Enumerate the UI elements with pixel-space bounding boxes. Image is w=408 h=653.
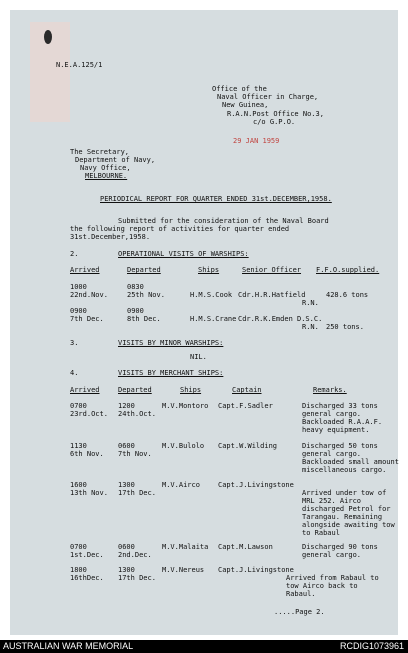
section-4-number: 4. [70, 369, 79, 377]
section-2-number: 2. [70, 250, 79, 258]
report-title: PERIODICAL REPORT FOR QUARTER ENDED 31st.DECEMBER,1958. [100, 195, 332, 203]
section-3-number: 3. [70, 339, 79, 347]
section-3-heading: VISITS BY MINOR WARSHIPS: [118, 339, 224, 347]
section-2-heading: OPERATIONAL VISITS OF WARSHIPS: [118, 250, 249, 258]
section-4-heading: VISITS BY MERCHANT SHIPS: [118, 369, 224, 377]
pin-hole-icon [44, 30, 52, 44]
received-stamp: 29 JAN 1959 [233, 137, 280, 145]
page-continuation: .....Page 2. [274, 608, 325, 616]
section-3-body: NIL. [190, 353, 207, 361]
footer-credit: AUSTRALIAN WAR MEMORIAL [3, 641, 134, 651]
footer-id: RCDIG1073961 [339, 641, 404, 651]
reference-number: N.E.A.125/1 [56, 61, 103, 69]
footer-bar [0, 640, 408, 653]
